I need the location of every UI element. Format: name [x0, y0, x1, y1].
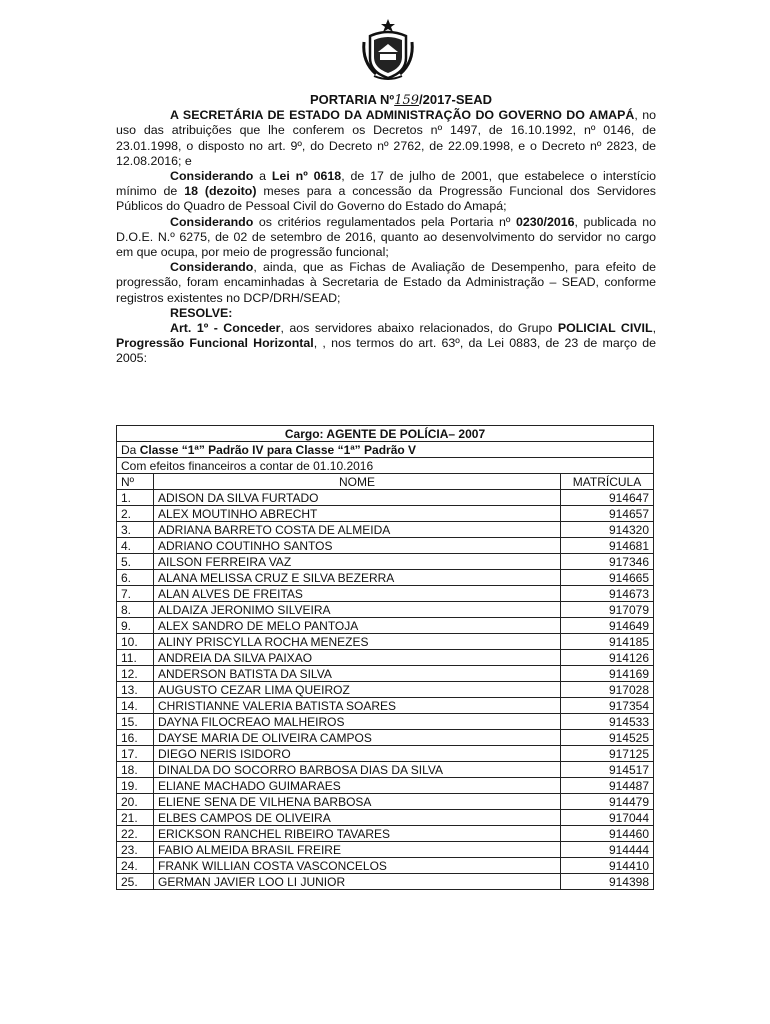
text: , aos servidores abaixo relacionados, do Grupo	[280, 321, 558, 336]
row-number: 9.	[117, 618, 154, 634]
table-row	[117, 698, 654, 714]
table-row	[117, 522, 654, 538]
row-number: 21.	[117, 810, 154, 826]
row-matricula: 914681	[561, 538, 654, 554]
table-row	[117, 858, 654, 874]
table-classe-row	[117, 442, 654, 458]
row-matricula: 914460	[561, 826, 654, 842]
table-row	[117, 682, 654, 698]
row-number: 17.	[117, 746, 154, 762]
row-matricula: 914517	[561, 762, 654, 778]
row-name: AILSON FERREIRA VAZ	[154, 554, 561, 570]
row-number: 8.	[117, 602, 154, 618]
table-row	[117, 874, 654, 890]
row-matricula: 914410	[561, 858, 654, 874]
text: , , nos termos do art. 63º, da Lei 0883, de 23 de março de 2005:	[116, 336, 656, 366]
row-number: 12.	[117, 666, 154, 682]
portaria-prefix: PORTARIA Nº	[309, 92, 395, 107]
row-name: GERMAN JAVIER LOO LI JUNIOR	[154, 874, 561, 890]
row-name: ADRIANA BARRETO COSTA DE ALMEIDA	[154, 522, 561, 538]
table-row	[117, 554, 654, 570]
row-number: 3.	[117, 522, 154, 538]
table-row	[117, 730, 654, 746]
row-name: DIEGO NERIS ISIDORO	[154, 746, 561, 762]
classe-text: Classe “1ª” Padrão IV para Classe “1ª” Padrão V	[139, 442, 417, 457]
document-body	[116, 92, 656, 367]
row-matricula: 917346	[561, 554, 654, 570]
row-name: ALINY PRISCYLLA ROCHA MENEZES	[154, 634, 561, 650]
row-matricula: 914673	[561, 586, 654, 602]
row-number: 16.	[117, 730, 154, 746]
row-name: ALEX SANDRO DE MELO PANTOJA	[154, 618, 561, 634]
row-number: 22.	[117, 826, 154, 842]
considerando-3	[116, 260, 656, 306]
row-name: AUGUSTO CEZAR LIMA QUEIROZ	[154, 682, 561, 698]
table-row	[117, 746, 654, 762]
text: os critérios regulamentados pela Portaria nº	[253, 214, 516, 229]
months: 18 (dezoito)	[184, 184, 257, 199]
text: meses para a concessão da Progressão Funcional dos Servidores Públicos do Quadro de Pessoal Civil do Governo do Estado do Amapá;	[116, 184, 656, 214]
row-name: ELIANE MACHADO GUIMARAES	[154, 778, 561, 794]
article-label: Art. 1º - Conceder	[170, 321, 281, 336]
cargo-title: Cargo: AGENTE DE POLÍCIA– 2007	[117, 426, 654, 442]
table-row	[117, 538, 654, 554]
table-header-row	[117, 474, 654, 490]
authority-heading: A SECRETÁRIA DE ESTADO DA ADMINISTRAÇÃO DO GOVERNO DO AMAPÁ	[170, 108, 635, 123]
row-number: 4.	[117, 538, 154, 554]
servers-table	[116, 425, 654, 890]
text: , de 17 de julho de 2001, que estabelece o interstício mínimo de	[116, 169, 657, 199]
row-matricula: 914533	[561, 714, 654, 730]
text: , publicada no D.O.E. N.º 6275, de 02 de setembro de 2016, quanto ao desenvolvimento do servidor no cargo em que ocupa, por meio de progressão funcional;	[116, 214, 656, 260]
classe-cell	[117, 442, 654, 458]
group-name: POLICIAL CIVIL	[557, 321, 653, 336]
efeitos-text: Com efeitos financeiros a contar de 01.10.2016	[117, 458, 654, 474]
row-number: 15.	[117, 714, 154, 730]
row-number: 18.	[117, 762, 154, 778]
col-num-header: Nº	[117, 474, 154, 490]
col-nome-header: NOME	[154, 474, 561, 490]
table-row	[117, 826, 654, 842]
col-matricula-header: MATRÍCULA	[561, 474, 654, 490]
row-number: 24.	[117, 858, 154, 874]
table-row	[117, 490, 654, 506]
row-name: DAYSE MARIA DE OLIVEIRA CAMPOS	[154, 730, 561, 746]
row-number: 7.	[117, 586, 154, 602]
row-matricula: 914647	[561, 490, 654, 506]
considerando-label: Considerando	[170, 169, 254, 184]
state-coat-of-arms-icon	[360, 18, 416, 82]
text: , ainda, que as Fichas de Avaliação de Desempenho, para efeito de progressão, foram encaminhadas à Secretaria de Estado da Administração – SEAD, conforme registros existentes no DCP/DRH/SEAD;	[116, 260, 656, 305]
row-name: ANDREIA DA SILVA PAIXAO	[154, 650, 561, 666]
row-number: 14.	[117, 698, 154, 714]
row-number: 1.	[117, 490, 154, 506]
portaria-title	[146, 92, 656, 108]
preamble-authority	[116, 108, 656, 169]
table-row	[117, 810, 654, 826]
row-name: ELBES CAMPOS DE OLIVEIRA	[154, 810, 561, 826]
row-name: ELIENE SENA DE VILHENA BARBOSA	[154, 794, 561, 810]
table-row	[117, 762, 654, 778]
article-1	[116, 321, 656, 367]
table-row	[117, 506, 654, 522]
row-matricula: 917028	[561, 682, 654, 698]
progression-type: Progressão Funcional Horizontal	[116, 336, 314, 351]
table-row	[117, 650, 654, 666]
table-row	[117, 586, 654, 602]
row-matricula: 917354	[561, 698, 654, 714]
row-name: ALDAIZA JERONIMO SILVEIRA	[154, 602, 561, 618]
row-number: 2.	[117, 506, 154, 522]
table-row	[117, 634, 654, 650]
row-matricula: 914398	[561, 874, 654, 890]
table-row	[117, 714, 654, 730]
row-matricula: 914320	[561, 522, 654, 538]
row-name: ALEX MOUTINHO ABRECHT	[154, 506, 561, 522]
table-row	[117, 842, 654, 858]
row-name: ALAN ALVES DE FREITAS	[154, 586, 561, 602]
text: ,	[652, 321, 657, 336]
row-matricula: 917125	[561, 746, 654, 762]
portaria-number-handwritten: 159	[394, 93, 420, 108]
table-efeitos-row	[117, 458, 654, 474]
considerando-label: Considerando	[170, 214, 254, 229]
row-number: 13.	[117, 682, 154, 698]
table-row	[117, 778, 654, 794]
row-matricula: 917079	[561, 602, 654, 618]
resolve-label: RESOLVE:	[170, 305, 233, 320]
row-name: DAYNA FILOCREAO MALHEIROS	[154, 714, 561, 730]
row-matricula: 914444	[561, 842, 654, 858]
row-name: FABIO ALMEIDA BRASIL FREIRE	[154, 842, 561, 858]
row-name: ERICKSON RANCHEL RIBEIRO TAVARES	[154, 826, 561, 842]
row-number: 10.	[117, 634, 154, 650]
row-number: 25.	[117, 874, 154, 890]
considerando-1	[116, 169, 656, 215]
table-cargo-row	[117, 426, 654, 442]
table-row	[117, 602, 654, 618]
row-name: ADISON DA SILVA FURTADO	[154, 490, 561, 506]
row-number: 5.	[117, 554, 154, 570]
row-number: 19.	[117, 778, 154, 794]
row-matricula: 914665	[561, 570, 654, 586]
row-name: FRANK WILLIAN COSTA VASCONCELOS	[154, 858, 561, 874]
row-name: CHRISTIANNE VALERIA BATISTA SOARES	[154, 698, 561, 714]
table-row	[117, 794, 654, 810]
portaria-suffix: /2017-SEAD	[419, 92, 492, 107]
row-matricula: 914657	[561, 506, 654, 522]
row-number: 11.	[117, 650, 154, 666]
considerando-2	[116, 215, 656, 261]
authority-text: , no uso das atribuições que lhe conferem os Decretos nº 1497, de 16.10.1992, nº 0146, de 23.01.1998, o disposto no art. 9º, do Decreto nº 2762, de 22.09.1998, e o Decreto nº 2823, de 12.08.2016; e	[116, 108, 656, 168]
resolve	[116, 306, 656, 321]
row-number: 6.	[117, 570, 154, 586]
law-ref: Lei nº 0618	[271, 169, 342, 184]
row-number: 20.	[117, 794, 154, 810]
considerando-label: Considerando	[170, 260, 254, 275]
portaria-ref: 0230/2016	[515, 214, 575, 229]
row-name: DINALDA DO SOCORRO BARBOSA DIAS DA SILVA	[154, 762, 561, 778]
table-row	[117, 666, 654, 682]
row-matricula: 914185	[561, 634, 654, 650]
row-matricula: 914126	[561, 650, 654, 666]
table-row	[117, 618, 654, 634]
text: a	[253, 169, 272, 184]
row-name: ANDERSON BATISTA DA SILVA	[154, 666, 561, 682]
row-matricula: 914525	[561, 730, 654, 746]
row-name: ALANA MELISSA CRUZ E SILVA BEZERRA	[154, 570, 561, 586]
row-number: 23.	[117, 842, 154, 858]
row-name: ADRIANO COUTINHO SANTOS	[154, 538, 561, 554]
table-row	[117, 570, 654, 586]
row-matricula: 914479	[561, 794, 654, 810]
row-matricula: 914487	[561, 778, 654, 794]
row-matricula: 914169	[561, 666, 654, 682]
row-matricula: 917044	[561, 810, 654, 826]
row-matricula: 914649	[561, 618, 654, 634]
text: Da	[121, 442, 140, 457]
